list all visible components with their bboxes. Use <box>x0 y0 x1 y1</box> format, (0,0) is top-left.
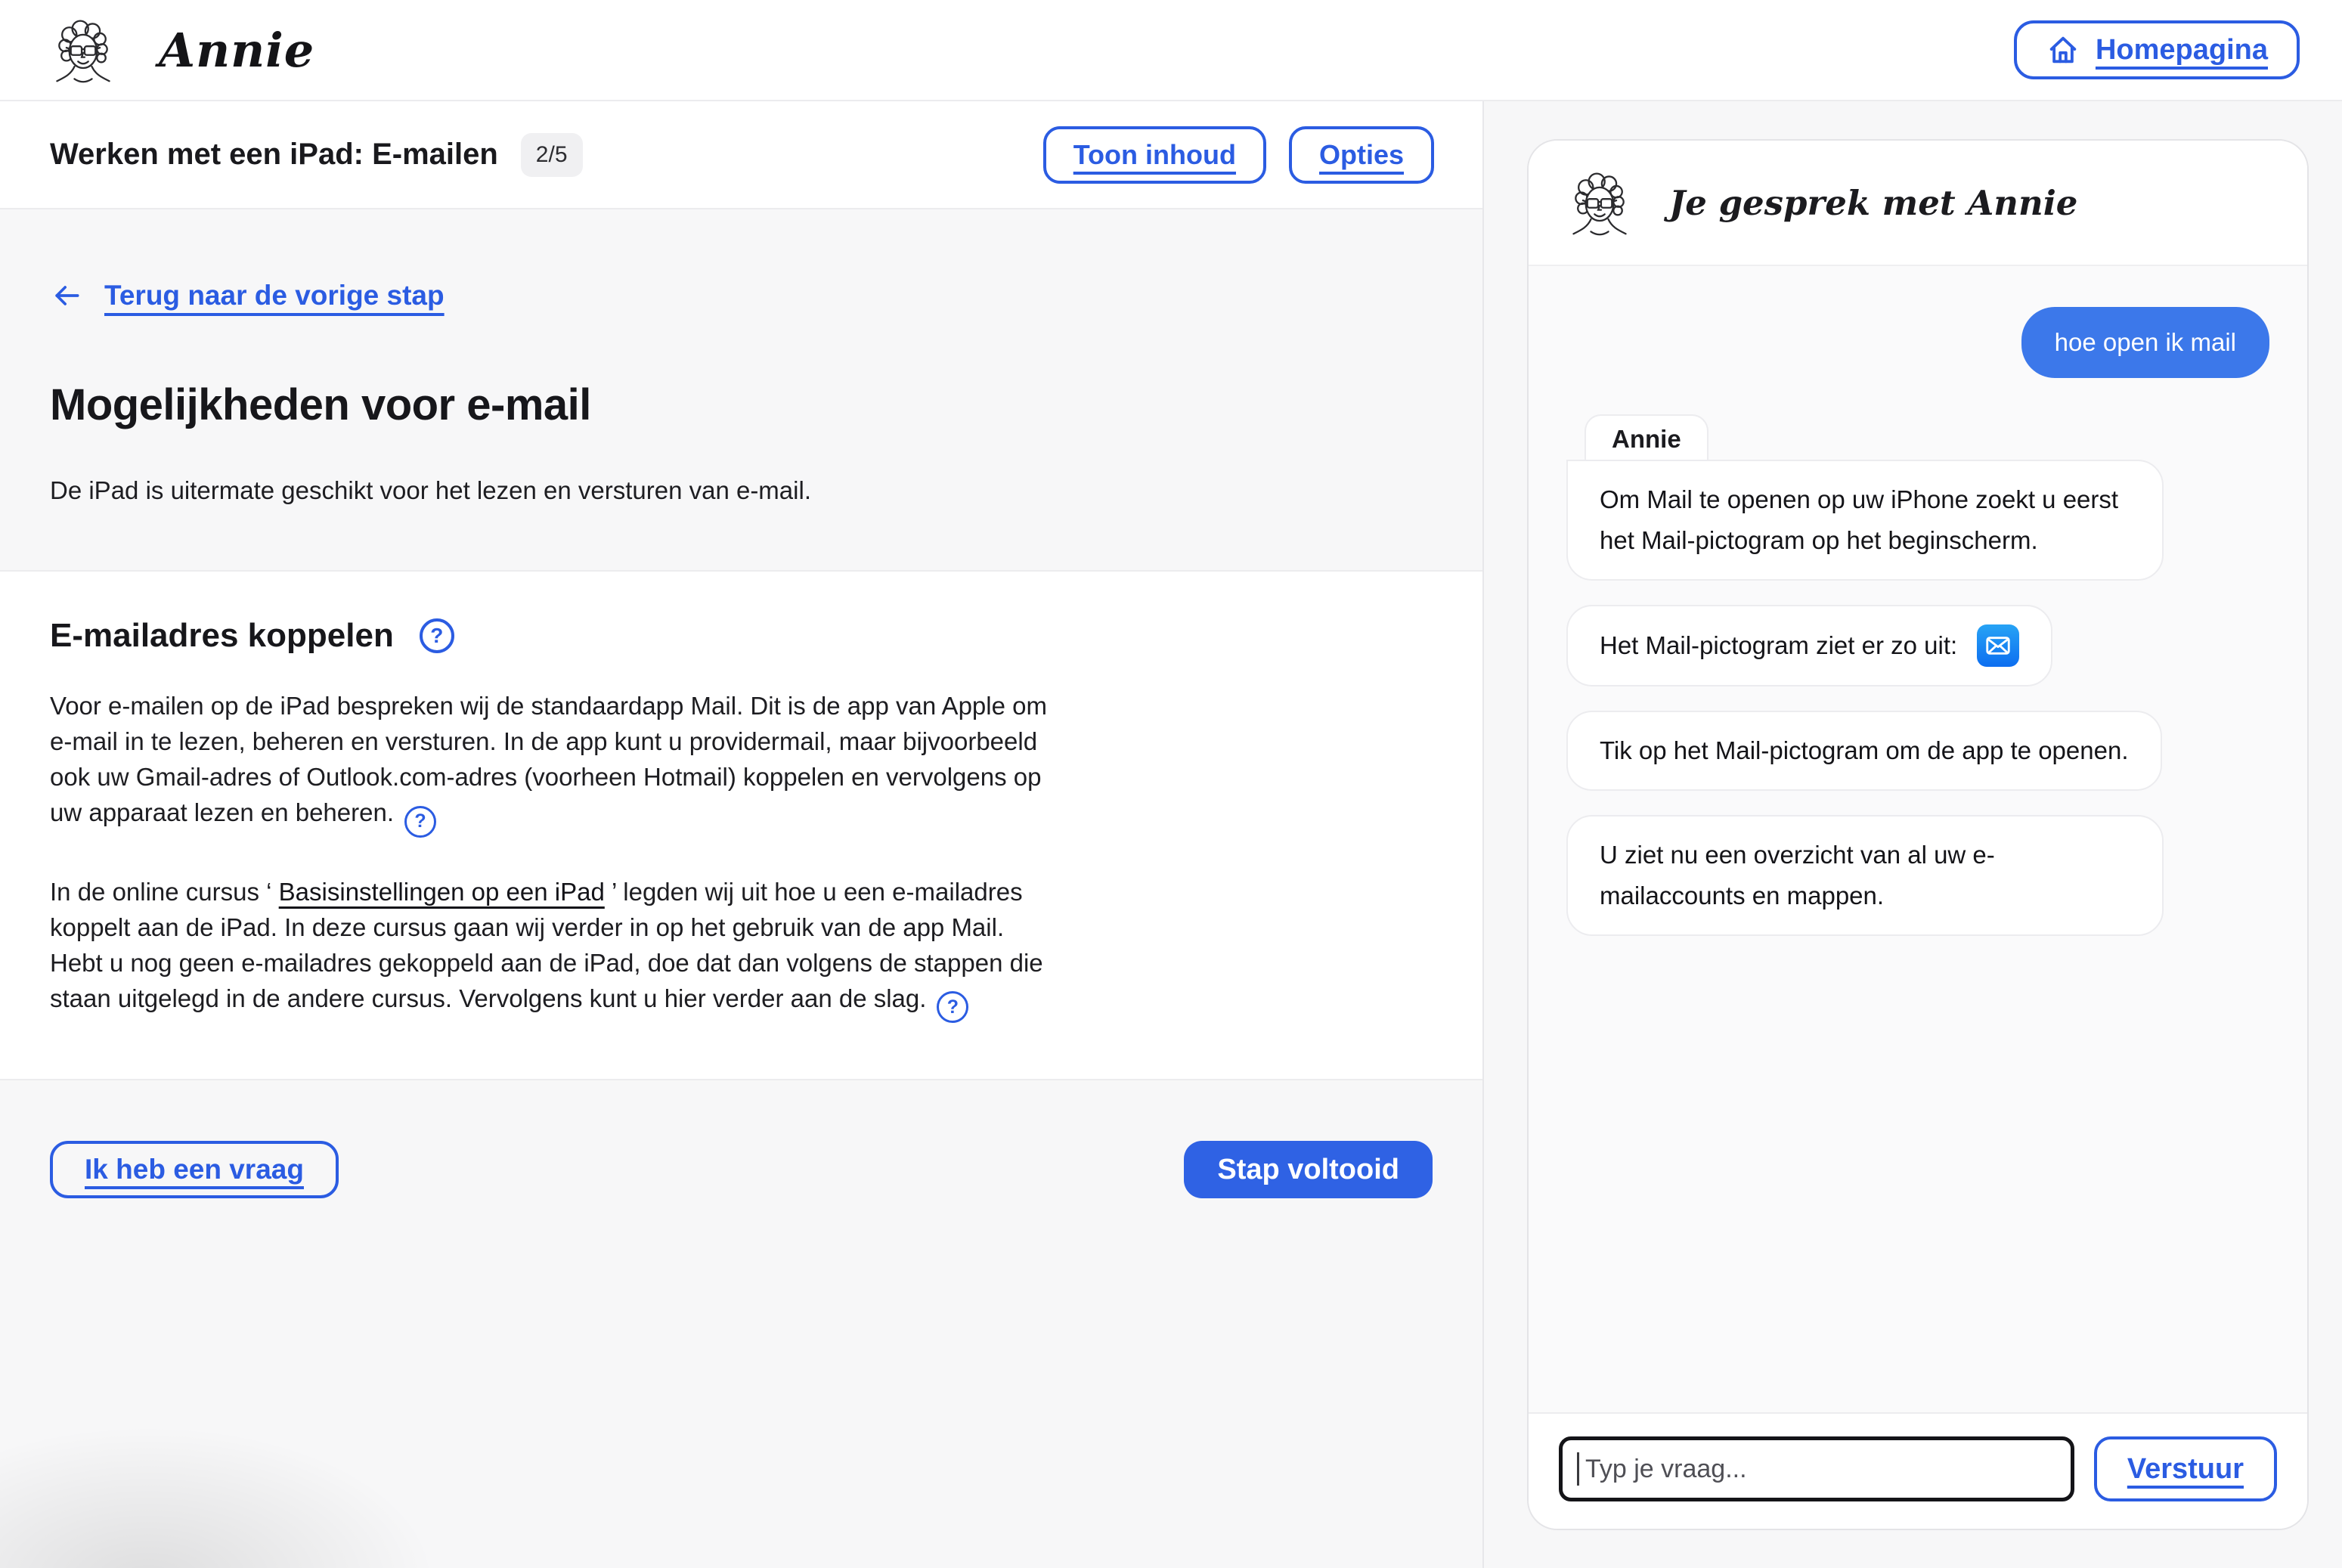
homepage-button-label: Homepagina <box>2095 33 2268 66</box>
annie-name-tag: Annie <box>1585 414 1708 460</box>
paragraph-1-text: Voor e-mailen op de iPad bespreken wij de standaardapp Mail. Dit is de app van Apple om e-mail in te lezen, beheren en versturen. In de app kunt u providermail, maar bijvoorbeeld ook uw Gmail-adres of Outlook.com-adres (voorheen Hotmail) koppelen en vervolgens op uw apparaat lezen en beheren. <box>50 692 1047 826</box>
help-icon[interactable]: ? <box>420 618 454 653</box>
back-link-label: Terug naar de vorige stap <box>104 280 445 311</box>
top-bar <box>0 0 2342 101</box>
annie-avatar-icon <box>1563 166 1636 239</box>
lesson-actions-row <box>0 1141 1482 1198</box>
i-have-a-question-label: Ik heb een vraag <box>85 1154 304 1185</box>
chat-input-wrap <box>1559 1436 2074 1501</box>
show-content-button[interactable] <box>1043 126 1266 184</box>
paragraph-2-before: In de online cursus ‘ <box>50 877 279 906</box>
basisinstellingen-course-link[interactable]: Basisinstellingen op een iPad <box>278 877 605 906</box>
chat-header <box>1529 141 2307 266</box>
step-completed-button[interactable]: Stap voltooid <box>1184 1141 1433 1198</box>
send-button[interactable] <box>2094 1436 2277 1501</box>
back-link[interactable] <box>50 279 445 312</box>
annie-message-bubble: Tik op het Mail-pictogram om de app te openen. <box>1566 711 2162 791</box>
brand <box>47 14 314 86</box>
paragraph-2-after: ’ legden wij uit hoe u een e-mailadres koppelt aan de iPad. In deze cursus gaan wij verder in op het gebruik van de app Mail. Hebt u nog geen e-mailadres gekoppeld aan de iPad, doe dat dan volgens de stappen die staan uitgelegd in de andere cursus. Vervolgens kunt u hier verder aan de slag. <box>50 877 1043 1012</box>
home-icon <box>2046 33 2080 67</box>
annie-message-bubble: Om Mail te openen op uw iPhone zoekt u eerst het Mail-pictogram op het beginscherm. <box>1566 460 2164 581</box>
lesson-column <box>0 101 1484 1568</box>
annie-message-bubble <box>1566 605 2052 686</box>
chat-question-input[interactable] <box>1559 1436 2074 1501</box>
options-button-label: Opties <box>1318 138 1404 170</box>
show-content-button-label: Toon inhoud <box>1073 138 1236 170</box>
annie-message-group <box>1566 414 2269 936</box>
text-caret <box>1577 1452 1579 1486</box>
send-button-label: Verstuur <box>2127 1452 2244 1485</box>
help-icon[interactable]: ? <box>404 806 436 838</box>
chat-messages <box>1529 266 2307 1412</box>
course-title: Werken met een iPad: E-mailen <box>50 138 498 171</box>
user-message-bubble: hoe open ik mail <box>2021 307 2269 378</box>
i-have-a-question-button[interactable] <box>50 1141 339 1198</box>
section-head <box>50 617 1433 655</box>
brand-name: Annie <box>159 22 315 78</box>
annie-message-bubble: U ziet nu een overzicht van al uw e-mailaccounts en mappen. <box>1566 815 2164 936</box>
page-title: Mogelijkheden voor e-mail <box>50 380 591 429</box>
lesson-section-card <box>0 570 1482 1080</box>
section-paragraph-2 <box>50 874 1048 1024</box>
options-button[interactable] <box>1289 126 1434 184</box>
chat-input-row <box>1529 1412 2307 1529</box>
lesson-intro-text: De iPad is uitermate geschikt voor het lezen en versturen van e-mail. <box>50 476 811 504</box>
mail-icon-caption: Het Mail-pictogram ziet er zo uit: <box>1600 631 1958 659</box>
annie-avatar-icon <box>47 14 119 86</box>
progress-badge: 2/5 <box>521 133 583 177</box>
mail-app-icon <box>1977 624 2019 667</box>
section-title: E-mailadres koppelen <box>50 617 394 654</box>
chat-panel <box>1527 139 2309 1530</box>
lesson-intro <box>0 209 1482 508</box>
course-bar <box>0 101 1482 209</box>
chat-title: Je gesprek met Annie <box>1669 182 2078 223</box>
homepage-button[interactable] <box>2014 20 2300 79</box>
section-paragraph-1 <box>50 688 1048 838</box>
arrow-left-icon <box>50 279 83 312</box>
help-icon[interactable]: ? <box>937 991 968 1023</box>
course-bar-actions <box>1043 126 1434 184</box>
